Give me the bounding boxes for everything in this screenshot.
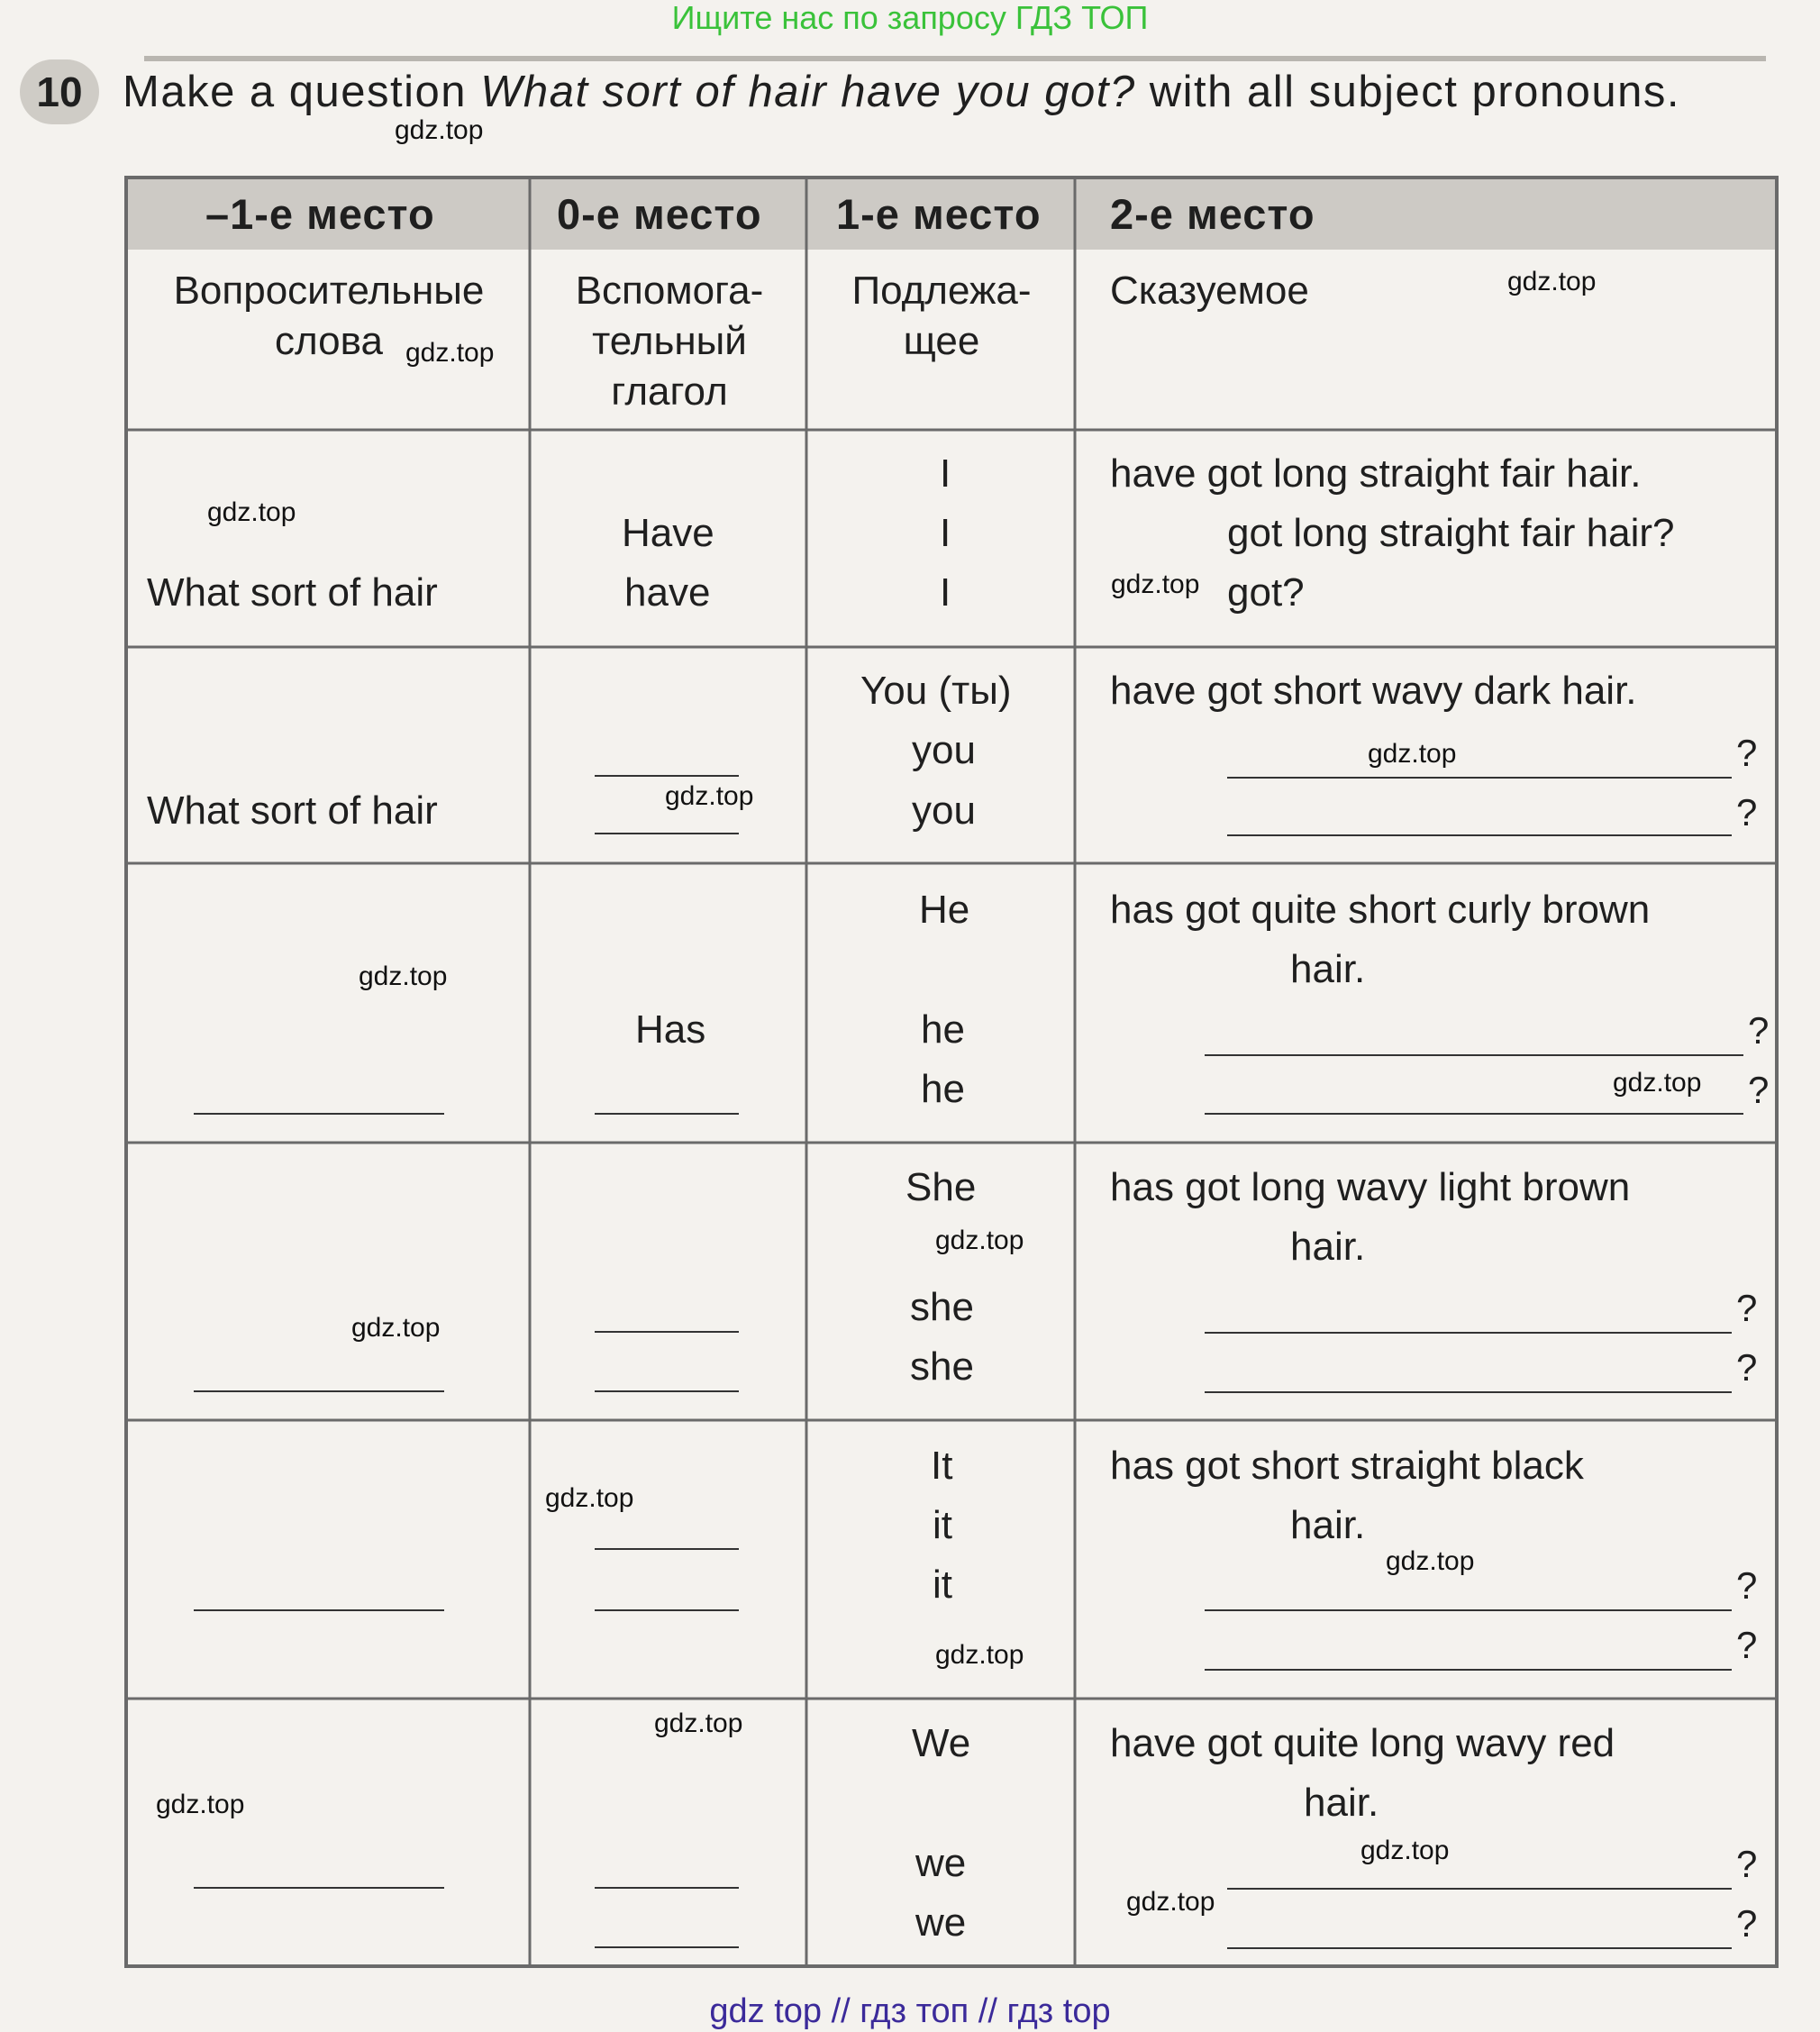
row2-predicate-1: have got short wavy dark hair. bbox=[1110, 669, 1637, 713]
watermark: gdz.top bbox=[351, 1313, 441, 1343]
top-banner: Ищите нас по запросу ГДЗ ТОП bbox=[671, 0, 1149, 36]
row2-predicate-blank-1[interactable] bbox=[1227, 777, 1732, 779]
row3-predicate-blank-2[interactable] bbox=[1205, 1113, 1743, 1115]
watermark: gdz.top bbox=[1360, 1836, 1450, 1865]
row6-predicate-2: hair. bbox=[1304, 1781, 1379, 1825]
subheader-auxiliary: Вспомога-тельный глагол bbox=[575, 269, 764, 414]
row1-subject-2: I bbox=[940, 511, 951, 555]
row3-qword-blank[interactable] bbox=[194, 1113, 444, 1115]
row6-aux-blank-1[interactable] bbox=[595, 1887, 739, 1889]
bottom-banner: gdz top // гдз топ // гдз top bbox=[709, 1992, 1111, 2030]
row3-subject-3: he bbox=[921, 1067, 965, 1111]
watermark: gdz.top bbox=[1507, 267, 1597, 296]
row1-question-word: What sort of hair bbox=[147, 570, 438, 615]
row2-subject-2: you bbox=[912, 728, 976, 772]
row2-question-mark-2: ? bbox=[1736, 791, 1758, 834]
row4-question-mark-2: ? bbox=[1736, 1346, 1758, 1389]
row2-aux-blank-1[interactable] bbox=[595, 775, 739, 777]
watermark: gdz.top bbox=[359, 961, 448, 991]
row2-question-word: What sort of hair bbox=[147, 788, 438, 833]
watermark: gdz.top bbox=[1613, 1068, 1702, 1098]
subheader-question-words: Вопросительные слова bbox=[173, 269, 485, 363]
watermark: gdz.top bbox=[405, 338, 495, 368]
row6-question-mark-2: ? bbox=[1736, 1902, 1758, 1945]
row3-subject-1: He bbox=[919, 888, 970, 932]
row2-question-mark-1: ? bbox=[1736, 732, 1758, 774]
row4-subject-2: she bbox=[910, 1285, 974, 1329]
row4-qword-blank[interactable] bbox=[194, 1390, 444, 1392]
row4-subject-1: She bbox=[905, 1165, 977, 1209]
row3-predicate-2: hair. bbox=[1290, 947, 1366, 991]
row1-subject-1: I bbox=[940, 451, 951, 496]
watermark: gdz.top bbox=[654, 1709, 743, 1738]
watermark: gdz.top bbox=[1126, 1887, 1215, 1917]
watermark: gdz.top bbox=[935, 1640, 1024, 1670]
subheader-subject: Подлежа-щее bbox=[851, 269, 1032, 363]
row2-subject-1: You (ты) bbox=[860, 669, 1012, 713]
header-col-minus1: –1-е место bbox=[205, 190, 435, 238]
watermark: gdz.top bbox=[665, 781, 754, 811]
row5-aux-blank-2[interactable] bbox=[595, 1609, 739, 1611]
watermark: gdz.top bbox=[935, 1226, 1024, 1255]
exercise-number-badge: 10 bbox=[20, 59, 99, 124]
row1-subject-3: I bbox=[940, 570, 951, 615]
row6-subject-2: we bbox=[915, 1841, 967, 1885]
row6-qword-blank[interactable] bbox=[194, 1887, 444, 1889]
header-col-1: 1-е место bbox=[836, 190, 1042, 238]
row1-predicate-3: got? bbox=[1227, 570, 1305, 615]
row1-aux-1: Have bbox=[622, 511, 714, 555]
instruction-suffix: with all subject pronouns. bbox=[1149, 68, 1680, 116]
row3-question-mark-2: ? bbox=[1748, 1069, 1770, 1111]
row5-predicate-blank-1[interactable] bbox=[1205, 1609, 1732, 1611]
row3-predicate-blank-1[interactable] bbox=[1205, 1054, 1743, 1056]
watermark: gdz.top bbox=[1111, 570, 1200, 599]
row5-subject-2: it bbox=[933, 1503, 952, 1547]
row5-subject-1: It bbox=[931, 1444, 953, 1488]
row6-question-mark-1: ? bbox=[1736, 1843, 1758, 1885]
watermark: gdz.top bbox=[395, 115, 484, 145]
watermark: gdz.top bbox=[207, 497, 296, 527]
row6-subject-1: We bbox=[912, 1721, 971, 1765]
subheader-predicate: Сказуемое bbox=[1110, 269, 1309, 313]
row6-predicate-1: have got quite long wavy red bbox=[1110, 1721, 1615, 1765]
header-col-2: 2-е место bbox=[1110, 190, 1315, 238]
row4-subject-3: she bbox=[910, 1344, 974, 1389]
row4-predicate-2: hair. bbox=[1290, 1225, 1366, 1269]
row4-question-mark-1: ? bbox=[1736, 1287, 1758, 1329]
row5-qword-blank[interactable] bbox=[194, 1609, 444, 1611]
row5-question-mark-1: ? bbox=[1736, 1564, 1758, 1607]
row3-aux-blank[interactable] bbox=[595, 1113, 739, 1115]
row6-subject-3: we bbox=[915, 1900, 967, 1945]
instruction-prefix: Make a question bbox=[123, 68, 468, 116]
row5-predicate-2: hair. bbox=[1290, 1503, 1366, 1547]
row5-subject-3: it bbox=[933, 1563, 952, 1607]
row6-aux-blank-2[interactable] bbox=[595, 1946, 739, 1948]
row5-predicate-1: has got short straight black bbox=[1110, 1444, 1584, 1488]
row3-predicate-1: has got quite short curly brown bbox=[1110, 888, 1651, 932]
watermark: gdz.top bbox=[1386, 1546, 1475, 1576]
watermark: gdz.top bbox=[545, 1483, 634, 1513]
row1-predicate-2: got long straight fair hair? bbox=[1227, 511, 1675, 555]
row5-predicate-blank-2[interactable] bbox=[1205, 1669, 1732, 1671]
row6-predicate-blank-2[interactable] bbox=[1227, 1947, 1732, 1949]
row6-predicate-blank-1[interactable] bbox=[1227, 1888, 1732, 1890]
watermark: gdz.top bbox=[1368, 739, 1457, 769]
row3-question-mark-1: ? bbox=[1748, 1009, 1770, 1052]
row4-predicate-1: has got long wavy light brown bbox=[1110, 1165, 1631, 1209]
watermark: gdz.top bbox=[156, 1790, 245, 1819]
row4-aux-blank-1[interactable] bbox=[595, 1331, 739, 1333]
instruction-question: What sort of hair have you got? bbox=[480, 68, 1136, 116]
row5-aux-blank-1[interactable] bbox=[595, 1548, 739, 1550]
row1-predicate-1: have got long straight fair hair. bbox=[1110, 451, 1642, 496]
row4-aux-blank-2[interactable] bbox=[595, 1390, 739, 1392]
row2-aux-blank-2[interactable] bbox=[595, 833, 739, 834]
row3-subject-2: he bbox=[921, 1007, 965, 1052]
row2-subject-3: you bbox=[912, 788, 976, 833]
row3-aux-1: Has bbox=[635, 1007, 706, 1052]
row2-predicate-blank-2[interactable] bbox=[1227, 834, 1732, 836]
row4-predicate-blank-2[interactable] bbox=[1205, 1391, 1732, 1393]
header-col-0: 0-е место bbox=[557, 190, 762, 238]
row5-question-mark-2: ? bbox=[1736, 1624, 1758, 1666]
row1-aux-2: have bbox=[624, 570, 711, 615]
row4-predicate-blank-1[interactable] bbox=[1205, 1332, 1732, 1334]
